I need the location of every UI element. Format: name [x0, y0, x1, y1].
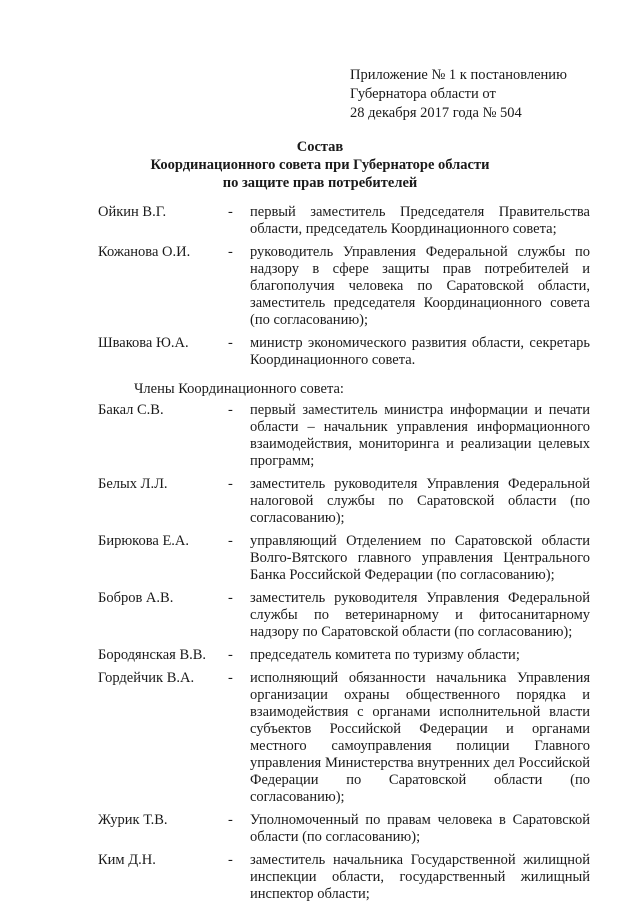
member-name: Бирюкова Е.А. — [98, 533, 190, 549]
roster-row — [98, 402, 590, 470]
member-name: Кожанова О.И. — [98, 244, 191, 260]
member-position: председатель комитета по туризму области; — [250, 647, 520, 663]
members-heading: Члены Координационного совета: — [134, 381, 344, 397]
roster-row — [98, 812, 590, 846]
roster-row — [98, 647, 590, 664]
dash-separator: - — [228, 670, 233, 686]
member-position: заместитель руководителя Управления Федеральной службы по ветеринарному и фитосанитарному надзору по Саратовской области (по согласованию); — [250, 590, 590, 640]
member-position: первый заместитель министра информации и печати области – начальник управления информационного взаимодействия, мониторинга и реализации целевых программ; — [250, 402, 590, 469]
title-line: Координационного совета при Губернаторе области — [150, 157, 490, 173]
member-name: Бобров А.В. — [98, 590, 174, 606]
dash-separator: - — [228, 812, 233, 828]
title-line: по защите прав потребителей — [222, 175, 418, 191]
member-name: Бородянская В.В. — [98, 647, 207, 663]
member-name: Гордейчик В.А. — [98, 670, 195, 686]
appendix-line: 28 декабря 2017 года № 504 — [350, 105, 522, 121]
council-roster — [98, 204, 590, 909]
dash-separator: - — [228, 590, 233, 606]
member-name: Ким Д.Н. — [98, 852, 156, 868]
member-position: руководитель Управления Федеральной службы по надзору в сфере защиты прав потребителей и благополучия человека по Саратовской области, заместитель председателя Координационного совета (по согласованию); — [250, 244, 590, 328]
dash-separator: - — [228, 204, 233, 220]
appendix-line: Приложение № 1 к постановлению — [350, 67, 567, 83]
member-position: Уполномоченный по правам человека в Саратовской области (по согласованию); — [250, 812, 590, 845]
member-position: исполняющий обязанности начальника Управления организации охраны общественного порядка и взаимодействия с органами исполнительной власти субъектов Российской Федерации и органами местного самоуправления полиции Главного управления Министерства внутренних дел Российской Федерации по Саратовской области (по согласованию); — [250, 670, 590, 805]
roster-row — [98, 670, 590, 806]
member-position: управляющий Отделением по Саратовской области Волго-Вятского главного управления Центрального Банка Российской Федерации (по согласованию); — [250, 533, 590, 583]
appendix-header — [350, 66, 567, 123]
roster-row — [98, 590, 590, 641]
roster-row — [98, 852, 590, 903]
title-line: Состав — [296, 139, 344, 155]
dash-separator: - — [228, 402, 233, 418]
dash-separator: - — [228, 244, 233, 260]
member-name: Белых Л.Л. — [98, 476, 168, 492]
roster-row — [98, 244, 590, 329]
member-position: первый заместитель Председателя Правительства области, председатель Координационного совета; — [250, 204, 590, 237]
member-name: Журик Т.В. — [98, 812, 168, 828]
roster-row — [98, 533, 590, 584]
dash-separator: - — [228, 335, 233, 351]
roster-row — [98, 335, 590, 369]
dash-separator: - — [228, 852, 233, 868]
member-name: Швакова Ю.А. — [98, 335, 189, 351]
document-title — [0, 138, 640, 192]
member-name: Бакал С.В. — [98, 402, 164, 418]
member-position: министр экономического развития области, секретарь Координационного совета. — [250, 335, 590, 368]
roster-row — [98, 476, 590, 527]
appendix-line: Губернатора области от — [350, 86, 496, 102]
dash-separator: - — [228, 533, 233, 549]
dash-separator: - — [228, 476, 233, 492]
roster-row — [98, 204, 590, 238]
member-position: заместитель начальника Государственной жилищной инспекции области, государственный жилищный инспектор области; — [250, 852, 590, 902]
member-name: Ойкин В.Г. — [98, 204, 167, 220]
member-position: заместитель руководителя Управления Федеральной налоговой службы по Саратовской области (по согласованию); — [250, 476, 590, 526]
dash-separator: - — [228, 647, 233, 663]
